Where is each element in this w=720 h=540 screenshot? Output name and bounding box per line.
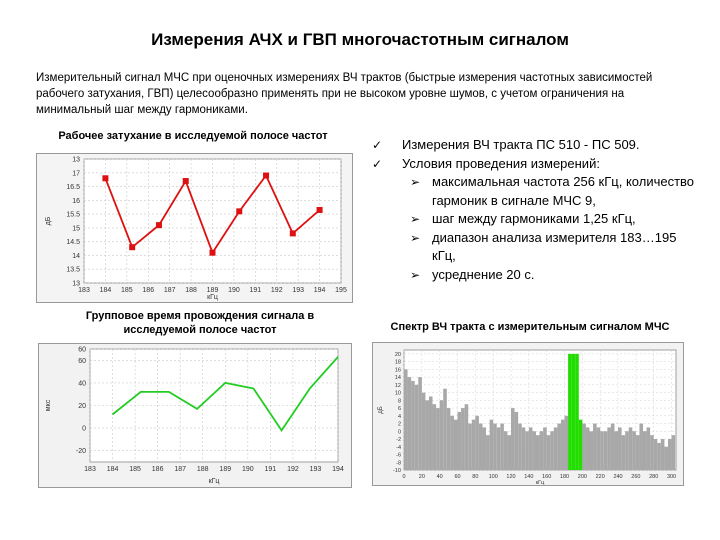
spectrum-bar bbox=[611, 424, 615, 470]
arrow-bullet-icon: ➢ bbox=[410, 175, 421, 189]
spectrum-bar bbox=[486, 435, 490, 470]
x-tick-label: 220 bbox=[595, 474, 605, 480]
y-tick-label: 15 bbox=[72, 225, 80, 233]
y-axis-label: дБ bbox=[378, 406, 384, 414]
spectrum-bar bbox=[468, 424, 472, 470]
spectrum-bar bbox=[479, 424, 483, 470]
x-tick-label: 186 bbox=[142, 287, 155, 294]
x-tick-label: 187 bbox=[163, 287, 176, 294]
x-tick-label: 187 bbox=[174, 466, 187, 473]
x-tick-label: 192 bbox=[287, 466, 299, 473]
x-tick-label: 20 bbox=[418, 474, 425, 480]
x-tick-label: 40 bbox=[436, 474, 443, 480]
y-tick-label: -20 bbox=[75, 448, 86, 456]
x-tick-label: 186 bbox=[151, 466, 164, 473]
arrow-bullet-icon: ➢ bbox=[410, 212, 421, 226]
spectrum-bar bbox=[636, 435, 640, 470]
spectrum-bar bbox=[561, 420, 565, 470]
spectrum-bar bbox=[429, 396, 433, 470]
spectrum-bar bbox=[507, 435, 511, 470]
spectrum-bar bbox=[625, 431, 629, 470]
spectrum-bar bbox=[607, 427, 611, 470]
spectrum-bar bbox=[654, 439, 658, 470]
data-point-marker bbox=[129, 244, 135, 250]
y-tick-label: 0 bbox=[82, 425, 86, 433]
spectrum-bar bbox=[408, 377, 412, 470]
spectrum-bar bbox=[450, 416, 454, 470]
y-tick-label: 6 bbox=[397, 406, 401, 413]
bullet-item bbox=[372, 173, 702, 210]
y-tick-label: 60 bbox=[78, 357, 86, 365]
attenuation-chart bbox=[36, 153, 353, 303]
y-tick-label: -2 bbox=[396, 437, 401, 444]
spectrum-bar bbox=[529, 427, 533, 470]
y-tick-label: 16 bbox=[72, 197, 80, 205]
data-point-marker bbox=[102, 175, 108, 181]
spectrum-bar bbox=[647, 427, 651, 470]
spectrum-bar bbox=[411, 381, 415, 470]
y-tick-label: 4 bbox=[397, 413, 401, 420]
spectrum-bar bbox=[639, 424, 643, 470]
spectrum-bar bbox=[500, 424, 504, 470]
spectrum-bar bbox=[404, 369, 408, 470]
y-tick-label: 17 bbox=[72, 170, 80, 178]
x-tick-label: 240 bbox=[613, 474, 623, 480]
x-tick-label: 185 bbox=[129, 466, 141, 473]
spectrum-bar bbox=[672, 435, 676, 470]
bullet-item bbox=[372, 229, 702, 266]
spectrum-bar bbox=[618, 427, 622, 470]
x-tick-label: 192 bbox=[270, 287, 283, 294]
spectrum-bar bbox=[461, 408, 465, 470]
spectrum-bar bbox=[433, 404, 437, 470]
x-tick-label: 188 bbox=[196, 466, 209, 473]
bullet-text: усреднение 20 с. bbox=[432, 266, 535, 282]
bullet-item bbox=[372, 266, 702, 285]
y-tick-label: 18 bbox=[394, 359, 401, 366]
arrow-bullet-icon: ➢ bbox=[410, 230, 421, 245]
spectrum-bar bbox=[593, 424, 597, 470]
data-point-marker bbox=[210, 250, 216, 256]
spectrum-bar bbox=[664, 447, 668, 470]
spectrum-bar bbox=[550, 431, 554, 470]
spectrum-bar bbox=[600, 431, 604, 470]
y-tick-label: 16 bbox=[394, 367, 401, 374]
spectrum-bar bbox=[472, 420, 476, 470]
bullet-text: диапазон анализа измерителя 183…195 кГц, bbox=[432, 229, 677, 263]
spectrum-bar bbox=[422, 393, 426, 470]
spectrum-bar bbox=[418, 377, 422, 470]
bullet-item bbox=[372, 210, 702, 229]
y-tick-label: 14.5 bbox=[66, 239, 80, 247]
spectrum-bar bbox=[554, 427, 558, 470]
measurement-conditions-list bbox=[372, 136, 702, 284]
spectrum-bar bbox=[425, 400, 429, 470]
x-tick-label: 188 bbox=[185, 287, 197, 294]
spectrum-bar bbox=[650, 435, 654, 470]
y-tick-label: -10 bbox=[393, 468, 401, 474]
x-tick-label: 193 bbox=[292, 287, 305, 294]
data-point-marker bbox=[236, 208, 242, 214]
spectrum-bar bbox=[586, 427, 590, 470]
x-tick-label: 140 bbox=[524, 474, 534, 480]
x-tick-label: 120 bbox=[506, 474, 516, 480]
data-point-marker bbox=[156, 222, 162, 228]
x-tick-label: 184 bbox=[106, 466, 119, 473]
spectrum-bar bbox=[565, 416, 569, 470]
highlight-spectrum-bar bbox=[572, 354, 576, 470]
spectrum-bar bbox=[436, 408, 440, 470]
spectrum-bar bbox=[475, 416, 479, 470]
bullet-text: максимальная частота 256 кГц, количество гармоник в сигнале МЧС 9, bbox=[432, 174, 695, 208]
bullet-text: Условия проведения измерений: bbox=[402, 155, 600, 171]
x-axis-label: кГц bbox=[207, 294, 218, 301]
data-point-marker bbox=[290, 230, 296, 236]
x-tick-label: 190 bbox=[241, 466, 254, 473]
spectrum-bar bbox=[465, 404, 469, 470]
spectrum-bar bbox=[629, 427, 633, 470]
x-tick-label: 200 bbox=[577, 474, 587, 480]
spectrum-bar bbox=[454, 420, 458, 470]
spectrum-bar bbox=[547, 435, 551, 470]
spectrum-bar bbox=[415, 385, 419, 470]
x-tick-label: 183 bbox=[78, 287, 90, 294]
spectrum-bar bbox=[668, 439, 672, 470]
spectrum-bar bbox=[597, 427, 601, 470]
y-tick-label: 13 bbox=[72, 156, 80, 164]
y-tick-label: 60 bbox=[78, 346, 86, 354]
y-tick-label: 20 bbox=[78, 403, 86, 410]
x-tick-label: 189 bbox=[219, 466, 232, 473]
spectrum-bar bbox=[511, 408, 515, 470]
intro-paragraph: Измерительный сигнал МЧС при оценочных измерениях ВЧ трактов (быстрые измерения частотных зависимостей рабочего затухания, ГВП) целесообразно применять при не высоком уровне шумов, с учетом ограничения на минимальный шаг между гармониками. bbox=[36, 72, 653, 116]
page-title: Измерения АЧХ и ГВП многочастотным сигналом bbox=[151, 30, 569, 49]
data-point-marker bbox=[317, 207, 323, 213]
x-tick-label: 280 bbox=[649, 474, 659, 480]
x-tick-label: 185 bbox=[120, 287, 133, 294]
spectrum-bar bbox=[540, 431, 544, 470]
spectrum-bar bbox=[661, 439, 665, 470]
x-tick-label: 100 bbox=[488, 474, 498, 480]
highlight-spectrum-bar bbox=[575, 354, 579, 470]
spectrum-bar bbox=[582, 424, 586, 470]
delay-caption: Групповое время провождения сигнала в исследуемой полосе частот bbox=[85, 310, 315, 336]
spectrum-bar bbox=[543, 427, 547, 470]
spectrum-bar bbox=[604, 431, 608, 470]
y-tick-label: -6 bbox=[396, 452, 401, 459]
data-point-marker bbox=[183, 178, 189, 184]
x-tick-label: 194 bbox=[313, 287, 326, 294]
y-tick-label: 10 bbox=[394, 390, 401, 397]
spectrum-bar bbox=[657, 443, 661, 470]
y-tick-label: 15.5 bbox=[66, 211, 80, 219]
y-tick-label: 13.5 bbox=[66, 266, 80, 274]
x-tick-label: 80 bbox=[472, 474, 479, 480]
x-tick-label: 195 bbox=[335, 287, 347, 294]
spectrum-bar bbox=[447, 408, 451, 470]
x-tick-label: 190 bbox=[228, 287, 240, 294]
checkmark-icon: ✓ bbox=[372, 156, 383, 171]
bullet-text: Измерения ВЧ тракта ПС 510 - ПС 509. bbox=[402, 137, 640, 152]
x-axis-label: кГц bbox=[208, 478, 220, 485]
x-tick-label: 160 bbox=[542, 474, 552, 480]
x-tick-label: 191 bbox=[264, 466, 277, 473]
bullet-item bbox=[372, 136, 702, 155]
y-tick-label: 16.5 bbox=[66, 184, 80, 192]
x-tick-label: 193 bbox=[309, 466, 322, 473]
x-tick-label: 180 bbox=[559, 474, 570, 480]
spectrum-bar bbox=[440, 400, 444, 470]
spectrum-bar bbox=[622, 435, 626, 470]
x-tick-label: 60 bbox=[454, 474, 461, 480]
spectrum-bar bbox=[557, 424, 561, 470]
y-tick-label: 40 bbox=[78, 380, 86, 388]
spectrum-bar bbox=[515, 412, 519, 470]
highlight-spectrum-bar bbox=[579, 420, 583, 470]
y-tick-label: 8 bbox=[397, 398, 401, 405]
spectrum-bar bbox=[518, 424, 522, 470]
spectrum-bar bbox=[482, 427, 486, 470]
x-axis-label: кГц bbox=[535, 480, 545, 486]
y-tick-label: 2 bbox=[397, 421, 401, 428]
x-tick-label: 300 bbox=[666, 474, 677, 480]
y-tick-label: 12 bbox=[394, 382, 401, 389]
x-tick-label: 189 bbox=[206, 287, 219, 294]
spectrum-bar bbox=[525, 431, 529, 470]
highlight-spectrum-bar bbox=[568, 354, 572, 470]
y-tick-label: 14 bbox=[394, 375, 401, 382]
spectrum-bar bbox=[522, 427, 526, 470]
checkmark-icon: ✓ bbox=[372, 138, 383, 152]
spectrum-bar bbox=[504, 431, 508, 470]
spectrum-bar bbox=[532, 431, 536, 470]
spectrum-bar bbox=[589, 431, 593, 470]
spectrum-bar bbox=[614, 431, 618, 470]
bullet-text: шаг между гармониками 1,25 кГц, bbox=[432, 211, 636, 226]
spectrum-bar bbox=[458, 412, 462, 470]
x-tick-label: 184 bbox=[99, 287, 112, 294]
y-tick-label: -4 bbox=[396, 444, 401, 451]
x-tick-label: 194 bbox=[332, 466, 344, 473]
y-tick-label: 14 bbox=[72, 252, 80, 260]
y-axis-label: мкс bbox=[45, 399, 52, 412]
y-tick-label: 0 bbox=[397, 429, 401, 436]
y-tick-label: 20 bbox=[394, 351, 401, 358]
y-tick-label: -8 bbox=[396, 460, 401, 467]
spectrum-chart bbox=[372, 342, 684, 486]
data-point-marker bbox=[263, 173, 269, 179]
x-tick-label: 183 bbox=[84, 466, 96, 473]
spectrum-bar bbox=[497, 427, 501, 470]
y-axis-label: дБ bbox=[45, 216, 52, 226]
x-tick-label: 260 bbox=[631, 474, 641, 480]
group-delay-chart bbox=[38, 343, 352, 488]
spectrum-bar bbox=[643, 431, 647, 470]
spectrum-caption: Спектр ВЧ тракта с измерительным сигналом МЧС bbox=[390, 321, 670, 333]
spectrum-bar bbox=[490, 420, 494, 470]
y-tick-label: 13 bbox=[72, 280, 80, 288]
x-tick-label: 0 bbox=[402, 474, 406, 480]
spectrum-bar bbox=[632, 431, 636, 470]
spectrum-bar bbox=[536, 435, 540, 470]
arrow-bullet-icon: ➢ bbox=[410, 267, 421, 282]
x-tick-label: 191 bbox=[249, 287, 262, 294]
spectrum-bar bbox=[493, 424, 497, 470]
bullet-item bbox=[372, 155, 702, 174]
spectrum-bar bbox=[443, 389, 447, 470]
attenuation-caption: Рабочее затухание в исследуемой полосе частот bbox=[58, 130, 328, 142]
